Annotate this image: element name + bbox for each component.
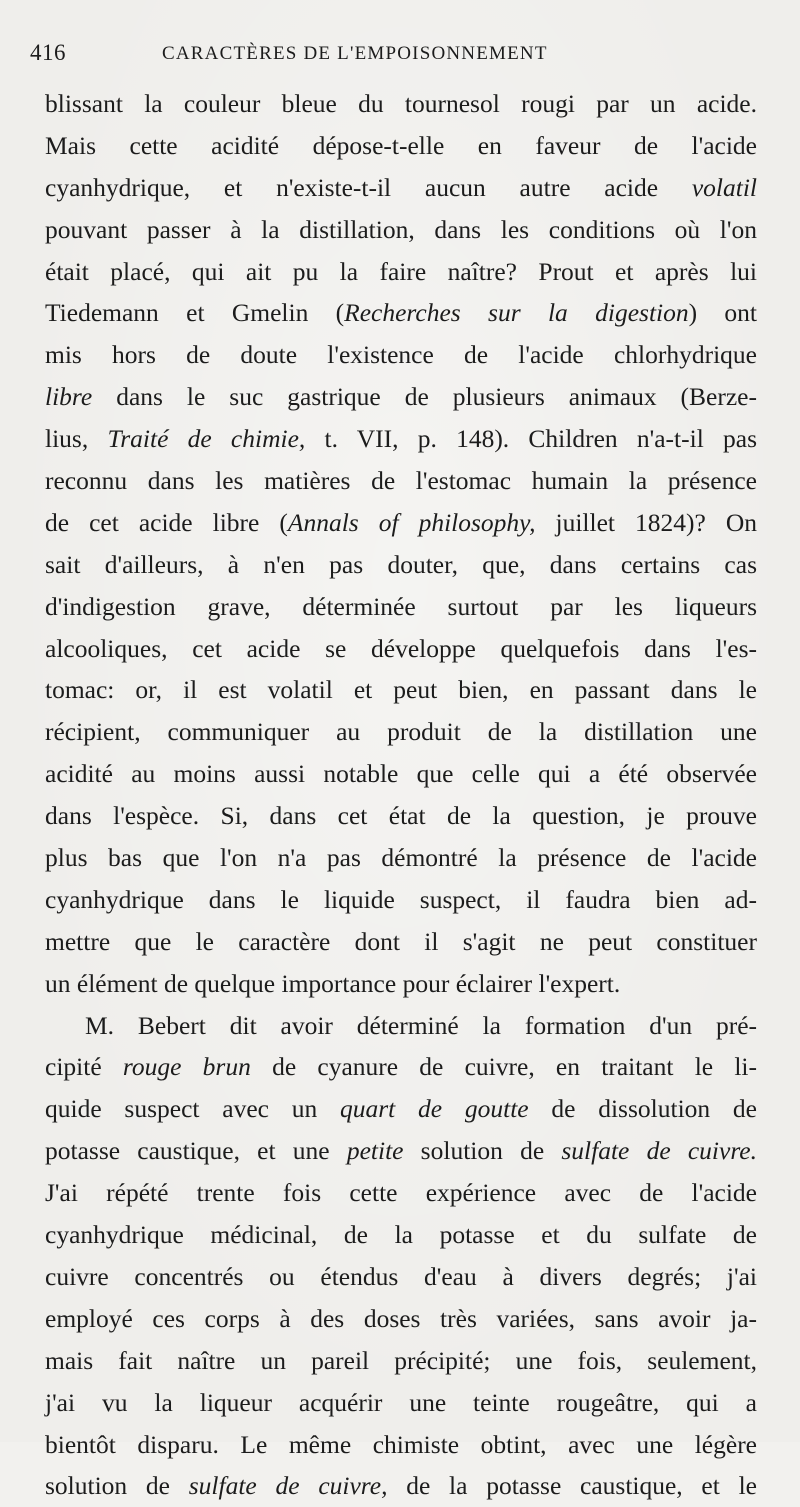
text-span: acidité au moins aussi notable que celle qui a été observée xyxy=(45,759,757,789)
text-span: dans le suc gastrique de plusieurs animaux (Berze- xyxy=(92,382,757,412)
text-span: tomac: or, il est volatil et peut bien, en passant dans le xyxy=(45,675,757,705)
page-number: 416 xyxy=(30,40,66,65)
text-span: était placé, qui ait pu la faire naître? Prout et après lui xyxy=(45,256,757,286)
text-span: alcooliques, cet acide se développe quelquefois dans l'es- xyxy=(45,633,757,663)
text-span: Tiedemann et Gmelin ( xyxy=(45,298,345,328)
text-span: juillet 1824)? On xyxy=(535,507,757,537)
text-span: d'indigestion grave, déterminée surtout par les liqueurs xyxy=(45,591,757,621)
text-span: cipité xyxy=(45,1052,123,1082)
text-line xyxy=(45,334,757,376)
text-line xyxy=(45,963,757,1005)
text-span: M. Bebert dit avoir déterminé la formation d'un pré- xyxy=(85,1010,757,1040)
text-line xyxy=(45,1382,757,1424)
text-span: mais fait naître un pareil précipité; une fois, seulement, xyxy=(45,1345,757,1375)
text-line xyxy=(45,292,757,334)
text-span: sait d'ailleurs, à n'en pas douter, que, dans certains cas xyxy=(45,549,757,579)
text-span: plus bas que l'on n'a pas démontré la présence de l'acide xyxy=(45,843,757,873)
text-line xyxy=(45,586,757,628)
text-span: solution de xyxy=(403,1136,562,1166)
italic-text: Traité de chimie, xyxy=(107,424,306,454)
text-line xyxy=(45,711,757,753)
text-span: cyanhydrique dans le liquide suspect, il faudra bien ad- xyxy=(45,884,757,914)
text-span: mettre que le caractère dont il s'agit ne peut constituer xyxy=(45,926,757,956)
text-line xyxy=(45,544,757,586)
text-span: potasse caustique, et une xyxy=(45,1136,347,1166)
text-span: J'ai répété trente fois cette expérience avec de l'acide xyxy=(45,1178,757,1208)
text-span: j'ai vu la liqueur acquérir une teinte rougeâtre, qui a xyxy=(45,1387,757,1417)
text-span: mis hors de doute l'existence de l'acide chlorhydrique xyxy=(45,340,757,370)
text-line xyxy=(45,167,757,209)
text-span: quide suspect avec un xyxy=(45,1094,340,1124)
text-span: cyanhydrique, et n'existe-t-il aucun autre acide xyxy=(45,172,692,202)
text-line xyxy=(45,1214,757,1256)
text-span: de dissolution de xyxy=(528,1094,757,1124)
italic-text: rouge brun xyxy=(122,1052,251,1082)
text-line xyxy=(45,921,757,963)
italic-text: quart de goutte xyxy=(340,1094,529,1124)
text-line xyxy=(45,1424,757,1466)
page-header xyxy=(30,40,780,76)
text-line xyxy=(45,251,757,293)
text-line xyxy=(45,83,757,125)
text-span: employé ces corps à des doses très variées, sans avoir ja- xyxy=(45,1303,757,1333)
text-span: cuivre concentrés ou étendus d'eau à divers degrés; j'ai xyxy=(45,1261,757,1291)
text-line xyxy=(45,1046,757,1088)
text-line xyxy=(45,376,757,418)
text-line xyxy=(45,1088,757,1130)
text-line xyxy=(45,460,757,502)
text-span: de la potasse caustique, et le xyxy=(387,1471,757,1501)
text-line xyxy=(45,795,757,837)
text-span: ) ont xyxy=(688,298,758,328)
body-text xyxy=(45,83,757,1507)
text-span: Mais cette acidité dépose-t-elle en faveur de l'acide xyxy=(45,130,757,160)
text-span: pouvant passer à la distillation, dans les conditions où l'on xyxy=(45,214,757,244)
text-line xyxy=(45,1130,757,1172)
text-span: un élément de quelque importance pour éclairer l'expert. xyxy=(45,968,621,998)
italic-text: libre xyxy=(45,382,93,412)
text-span: dans l'espèce. Si, dans cet état de la question, je prouve xyxy=(45,801,757,831)
text-span: t. VII, p. 148). Children n'a-t-il pas xyxy=(305,424,757,454)
italic-text: Recherches sur la digestion xyxy=(344,298,689,328)
text-span: bientôt disparu. Le même chimiste obtint, avec une légère xyxy=(45,1429,757,1459)
text-line xyxy=(45,125,757,167)
text-line xyxy=(45,753,757,795)
text-line xyxy=(45,209,757,251)
text-span: blissant la couleur bleue du tournesol rougi par un acide. xyxy=(45,89,757,118)
text-line xyxy=(45,669,757,711)
italic-text: sulfate de cuivre, xyxy=(188,1471,388,1501)
running-head: CARACTÈRES DE L'EMPOISONNEMENT xyxy=(162,43,548,64)
italic-text: Annals of philosophy, xyxy=(287,507,536,537)
text-line xyxy=(45,418,757,460)
text-line xyxy=(45,1298,757,1340)
text-span: solution de xyxy=(45,1471,189,1501)
text-span: reconnu dans les matières de l'estomac humain la présence xyxy=(45,466,757,496)
text-line xyxy=(45,1256,757,1298)
text-span: récipient, communiquer au produit de la distillation une xyxy=(45,717,757,747)
text-span: de cyanure de cuivre, en traitant le li- xyxy=(250,1052,757,1082)
italic-text: volatil xyxy=(691,172,757,202)
italic-text: petite xyxy=(346,1136,404,1166)
text-line xyxy=(45,502,757,544)
italic-text: sulfate de cuivre. xyxy=(561,1136,757,1166)
text-span: de cet acide libre ( xyxy=(45,507,288,537)
text-line xyxy=(45,837,757,879)
text-line xyxy=(45,628,757,670)
text-line xyxy=(45,1005,757,1047)
text-span: cyanhydrique médicinal, de la potasse et du sulfate de xyxy=(45,1220,757,1250)
text-line xyxy=(45,1465,757,1507)
text-line xyxy=(45,1172,757,1214)
text-line xyxy=(45,879,757,921)
text-line xyxy=(45,1340,757,1382)
text-span: lius, xyxy=(45,424,108,454)
